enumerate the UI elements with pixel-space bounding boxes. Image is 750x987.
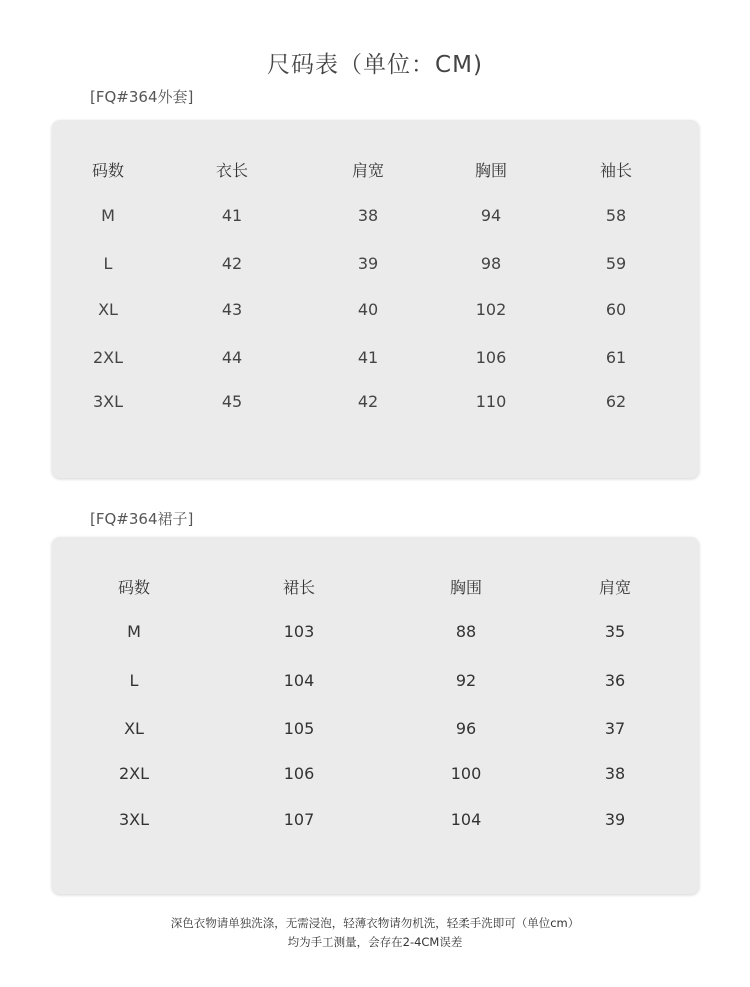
table1-cell: 62 xyxy=(605,392,627,411)
table1-cell: M xyxy=(101,206,115,225)
table1-label: [FQ#364外套] xyxy=(90,88,194,106)
table1-cell: 110 xyxy=(475,392,507,411)
table1-cell: 42 xyxy=(357,392,379,411)
table2-cell: M xyxy=(127,622,141,641)
table1-cell: 44 xyxy=(221,348,243,367)
table2-cell: 39 xyxy=(604,810,626,829)
table2-cell: 37 xyxy=(604,719,626,738)
table1-cell: 59 xyxy=(605,254,627,273)
table1-cell: 45 xyxy=(221,392,243,411)
table2-cell: 100 xyxy=(450,764,482,783)
table2-cell: L xyxy=(129,671,139,690)
size-table-jacket xyxy=(52,120,699,478)
table1-cell: 102 xyxy=(475,300,507,319)
table2-label: [FQ#364裙子] xyxy=(90,510,194,528)
table1-header-4: 袖长 xyxy=(599,161,633,180)
table2-cell: 105 xyxy=(283,719,315,738)
table2-header-0: 码数 xyxy=(117,578,151,597)
table2-cell: 2XL xyxy=(118,764,150,783)
table1-header-1: 衣长 xyxy=(215,161,249,180)
table2-cell: 96 xyxy=(455,719,477,738)
measurement-note: 均为手工测量，会存在2-4CM误差 xyxy=(287,935,463,949)
table1-cell: 106 xyxy=(475,348,507,367)
table2-header-3: 肩宽 xyxy=(598,578,632,597)
table2-cell: 106 xyxy=(283,764,315,783)
table2-cell: 35 xyxy=(604,622,626,641)
table1-cell: 60 xyxy=(605,300,627,319)
table1-cell: 58 xyxy=(605,206,627,225)
table2-header-1: 裙长 xyxy=(282,578,316,597)
size-table-skirt xyxy=(52,537,699,894)
table1-cell: 39 xyxy=(357,254,379,273)
table1-header-2: 肩宽 xyxy=(351,161,385,180)
table1-cell: 38 xyxy=(357,206,379,225)
table1-cell: 2XL xyxy=(92,348,124,367)
care-note: 深色衣物请单独洗涤，无需浸泡，轻薄衣物请勿机洗，轻柔手洗即可（单位cm） xyxy=(170,916,580,930)
table1-cell: 41 xyxy=(221,206,243,225)
table1-cell: 43 xyxy=(221,300,243,319)
table1-cell: 61 xyxy=(605,348,627,367)
table2-cell: 88 xyxy=(455,622,477,641)
table1-cell: L xyxy=(103,254,113,273)
table1-cell: 3XL xyxy=(92,392,124,411)
table1-header-0: 码数 xyxy=(91,161,125,180)
table2-cell: 107 xyxy=(283,810,315,829)
table1-cell: XL xyxy=(98,300,118,319)
table1-cell: 42 xyxy=(221,254,243,273)
table2-cell: 103 xyxy=(283,622,315,641)
table2-cell: 36 xyxy=(604,671,626,690)
table1-header-3: 胸围 xyxy=(474,161,508,180)
table2-cell: 38 xyxy=(604,764,626,783)
table2-cell: 92 xyxy=(455,671,477,690)
page-title: 尺码表（单位：CM) xyxy=(267,52,483,78)
table2-cell: XL xyxy=(124,719,144,738)
table2-cell: 3XL xyxy=(118,810,150,829)
table1-cell: 94 xyxy=(480,206,502,225)
table2-cell: 104 xyxy=(283,671,315,690)
table1-cell: 40 xyxy=(357,300,379,319)
table2-cell: 104 xyxy=(450,810,482,829)
table2-header-2: 胸围 xyxy=(449,578,483,597)
table1-cell: 98 xyxy=(480,254,502,273)
table1-cell: 41 xyxy=(357,348,379,367)
